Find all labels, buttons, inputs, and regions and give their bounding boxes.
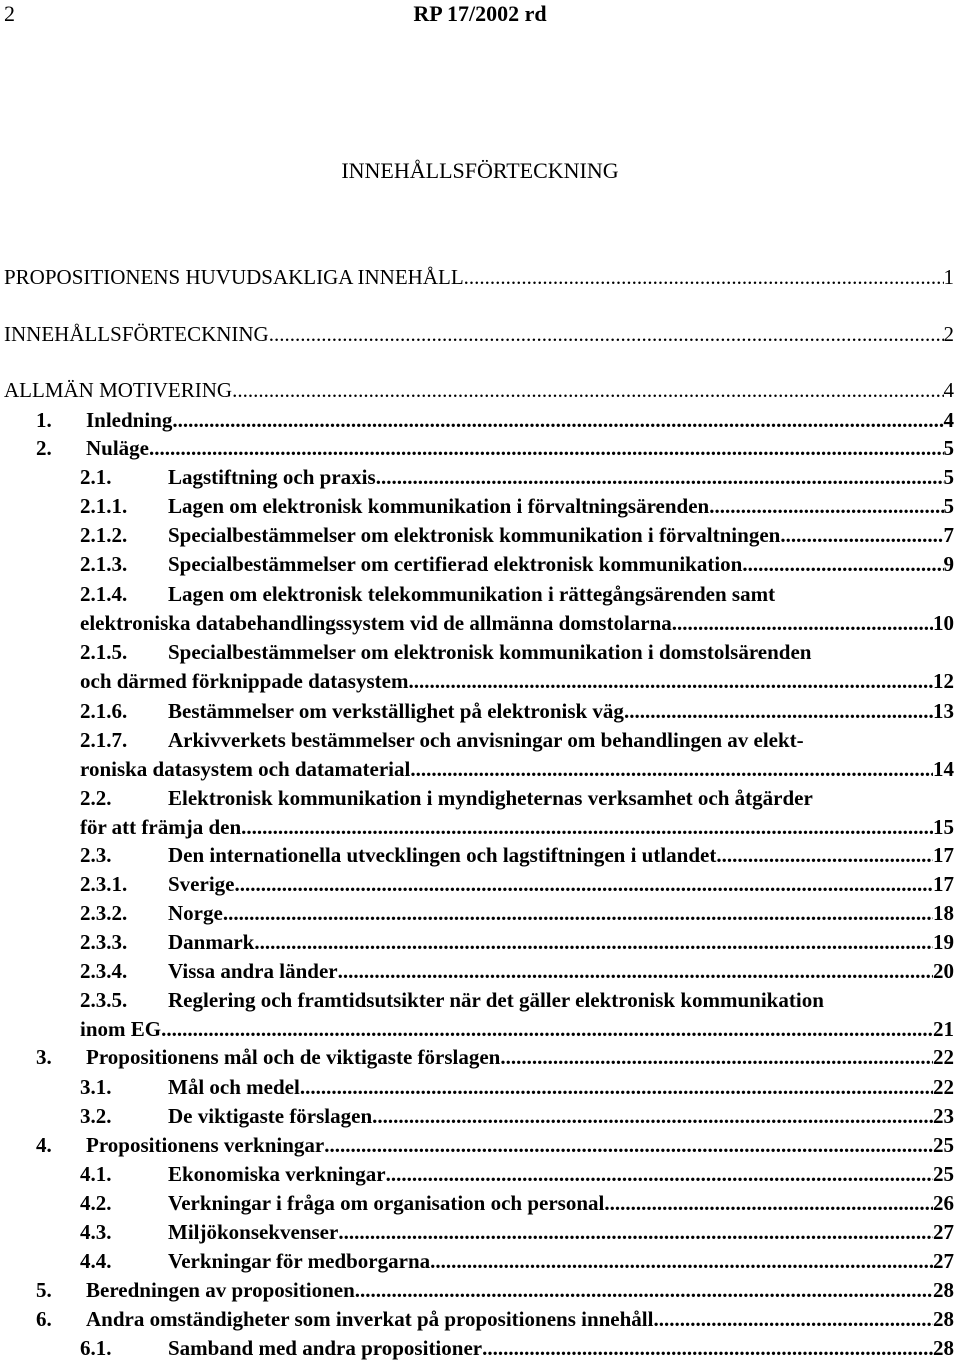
toc-entry-number: 2.3.5. xyxy=(80,988,128,1012)
toc-entry-page: 4 xyxy=(943,378,954,402)
toc-entry-page: 17 xyxy=(933,872,954,896)
toc-entry-title: Specialbestämmelser om certifierad elektronisk kommunikation xyxy=(168,552,743,576)
toc-entry-number: 3.2. xyxy=(80,1104,112,1128)
toc-entry-number: 5. xyxy=(36,1278,52,1302)
dot-leader xyxy=(408,667,933,696)
toc-entry-title: Propositionens verkningar xyxy=(86,1133,325,1157)
toc-entry-title: Verkningar för medborgarna xyxy=(168,1249,431,1273)
toc-entry-number: 3.1. xyxy=(80,1075,112,1099)
toc-entry-page: 5 xyxy=(943,494,954,518)
dot-leader xyxy=(355,1276,933,1305)
dot-leader xyxy=(232,376,943,405)
dot-leader xyxy=(149,434,944,463)
toc-entry-title: Elektronisk kommunikation i myndigheternas verksamhet och åtgärder xyxy=(168,786,813,810)
toc-entry-page: 21 xyxy=(933,1017,954,1041)
toc-entry-title-continued: inom EG xyxy=(80,1017,162,1041)
toc-entry-page: 7 xyxy=(943,523,954,547)
dot-leader xyxy=(430,1247,933,1276)
toc-entry-page: 5 xyxy=(943,465,954,489)
toc-entry-number: 2.3.2. xyxy=(80,901,128,925)
toc-entry-title-continued: för att främja den xyxy=(80,815,242,839)
toc-entry-title: Specialbestämmelser om elektronisk kommunikation i domstolsärenden xyxy=(168,640,812,664)
toc-entry-title: Beredningen av propositionen xyxy=(86,1278,355,1302)
toc-entry-number: 4.1. xyxy=(80,1162,112,1186)
toc-entry-number: 2.1.3. xyxy=(80,552,128,576)
toc-entry-page: 27 xyxy=(933,1220,954,1244)
toc-entry-page: 28 xyxy=(933,1307,954,1331)
toc-entry-page: 22 xyxy=(933,1075,954,1099)
toc-entry-page: 23 xyxy=(933,1104,954,1128)
toc-entry-title: INNEHÅLLSFÖRTECKNING xyxy=(4,322,269,346)
toc-entry-title: Danmark xyxy=(168,930,255,954)
dot-leader xyxy=(338,957,933,986)
toc-entry-number: 2.1.1. xyxy=(80,494,128,518)
toc-entry-number: 6.1. xyxy=(80,1336,112,1360)
toc-entry-title: Samband med andra propositioner xyxy=(168,1336,483,1360)
dot-leader xyxy=(269,320,944,349)
toc-entry-title: Nuläge xyxy=(86,436,149,460)
dot-leader xyxy=(482,1334,933,1363)
toc-entry-page: 28 xyxy=(933,1278,954,1302)
toc-entry-number: 2.1.2. xyxy=(80,523,128,547)
toc-entry-page: 14 xyxy=(933,757,954,781)
toc-entry-title: Specialbestämmelser om elektronisk kommunikation i förvaltningen xyxy=(168,523,781,547)
dot-leader xyxy=(223,899,933,928)
dot-leader xyxy=(653,1305,933,1334)
toc-entry-page: 18 xyxy=(933,901,954,925)
toc-entry-title-continued: elektroniska databehandlingssystem vid de allmänna domstolarna xyxy=(80,611,672,635)
toc-entry-number: 1. xyxy=(36,408,52,432)
toc-entry-number: 2.3.1. xyxy=(80,872,128,896)
dot-leader xyxy=(241,813,933,842)
toc-entry-title: Lagstiftning och praxis xyxy=(168,465,376,489)
toc-entry-page: 17 xyxy=(933,843,954,867)
toc-entry-page: 4 xyxy=(943,408,954,432)
dot-leader xyxy=(464,263,944,292)
toc-entry-page: 5 xyxy=(943,436,954,460)
toc-entry-title: Arkivverkets bestämmelser och anvisningar om behandlingen av elekt- xyxy=(168,728,804,752)
toc-entry-page: 9 xyxy=(943,552,954,576)
toc-entry-page: 22 xyxy=(933,1045,954,1069)
dot-leader xyxy=(672,609,933,638)
toc-entry-number: 2.3.3. xyxy=(80,930,128,954)
toc-entry-number: 6. xyxy=(36,1307,52,1331)
toc-entry-number: 3. xyxy=(36,1045,52,1069)
dot-leader xyxy=(410,755,933,784)
toc-entry-page: 19 xyxy=(933,930,954,954)
toc-entry-page: 26 xyxy=(933,1191,954,1215)
toc-heading: INNEHÅLLSFÖRTECKNING xyxy=(341,158,619,183)
toc-entry-title: Inledning xyxy=(86,408,173,432)
toc-entry-number: 2.2. xyxy=(80,786,112,810)
toc-entry-number: 2.3. xyxy=(80,843,112,867)
toc-entry-title: Propositionens mål och de viktigaste förslagen xyxy=(86,1045,501,1069)
dot-leader xyxy=(324,1131,933,1160)
toc-entry-page: 1 xyxy=(943,265,954,289)
dot-leader xyxy=(604,1189,933,1218)
toc-entry-number: 2.1.4. xyxy=(80,582,128,606)
page-number: 2 xyxy=(4,1,15,26)
dot-leader xyxy=(338,1218,933,1247)
dot-leader xyxy=(742,550,943,579)
toc-entry-page: 27 xyxy=(933,1249,954,1273)
toc-entry-title: Sverige xyxy=(168,872,235,896)
toc-entry-number: 2.1.6. xyxy=(80,699,128,723)
toc-entry-number: 2.1.7. xyxy=(80,728,128,752)
toc-entry-title: Norge xyxy=(168,901,223,925)
toc-entry-title: Den internationella utvecklingen och lagstiftningen i utlandet xyxy=(168,843,717,867)
toc-entry-title: Andra omständigheter som inverkat på propositionens innehåll xyxy=(86,1307,654,1331)
toc-entry-number: 4. xyxy=(36,1133,52,1157)
toc-entry-number: 2. xyxy=(36,436,52,460)
dot-leader xyxy=(624,697,933,726)
toc-entry-page: 25 xyxy=(933,1162,954,1186)
toc-entry-page: 15 xyxy=(933,815,954,839)
toc-entry-page: 20 xyxy=(933,959,954,983)
dot-leader xyxy=(780,521,943,550)
toc-entry-title: Ekonomiska verkningar xyxy=(168,1162,386,1186)
toc-entry-title: ALLMÄN MOTIVERING xyxy=(4,378,233,402)
toc-entry-page: 12 xyxy=(933,669,954,693)
dot-leader xyxy=(300,1073,933,1102)
dot-leader xyxy=(254,928,933,957)
toc-entry-title: Miljökonsekvenser xyxy=(168,1220,339,1244)
toc-entry-number: 4.4. xyxy=(80,1249,112,1273)
toc-entry-title: Bestämmelser om verkställighet på elektronisk väg xyxy=(168,699,624,723)
toc-entry-page: 25 xyxy=(933,1133,954,1157)
dot-leader xyxy=(716,841,933,870)
dot-leader xyxy=(376,463,944,492)
dot-leader xyxy=(234,870,933,899)
toc-entry-page: 28 xyxy=(933,1336,954,1360)
toc-entry-title: De viktigaste förslagen xyxy=(168,1104,373,1128)
dot-leader xyxy=(500,1043,933,1072)
toc-entry-number: 2.1. xyxy=(80,465,112,489)
toc-entry-title: Verkningar i fråga om organisation och personal xyxy=(168,1191,605,1215)
dot-leader xyxy=(172,406,943,435)
toc-entry-title: Reglering och framtidsutsikter när det gäller elektronisk kommunikation xyxy=(168,988,824,1012)
toc-entry-title-continued: och därmed förknippade datasystem xyxy=(80,669,409,693)
toc-entry-number: 4.3. xyxy=(80,1220,112,1244)
toc-entry-title-continued: roniska datasystem och datamaterial xyxy=(80,757,411,781)
dot-leader xyxy=(372,1102,933,1131)
toc-entry-page: 13 xyxy=(933,699,954,723)
dot-leader xyxy=(161,1015,933,1044)
toc-entry-title: Lagen om elektronisk kommunikation i förvaltningsärenden xyxy=(168,494,710,518)
toc-entry-title: Lagen om elektronisk telekommunikation i rättegångsärenden samt xyxy=(168,582,776,606)
toc-entry-number: 2.1.5. xyxy=(80,640,128,664)
dot-leader xyxy=(709,492,943,521)
toc-entry-number: 2.3.4. xyxy=(80,959,128,983)
dot-leader xyxy=(386,1160,933,1189)
toc-entry-title: Vissa andra länder xyxy=(168,959,338,983)
toc-entry-title: Mål och medel xyxy=(168,1075,300,1099)
running-header: RP 17/2002 rd xyxy=(413,1,547,26)
toc-entry-page: 2 xyxy=(943,322,954,346)
toc-entry-page: 10 xyxy=(933,611,954,635)
toc-entry-title: PROPOSITIONENS HUVUDSAKLIGA INNEHÅLL xyxy=(4,265,464,289)
toc-entry-number: 4.2. xyxy=(80,1191,112,1215)
